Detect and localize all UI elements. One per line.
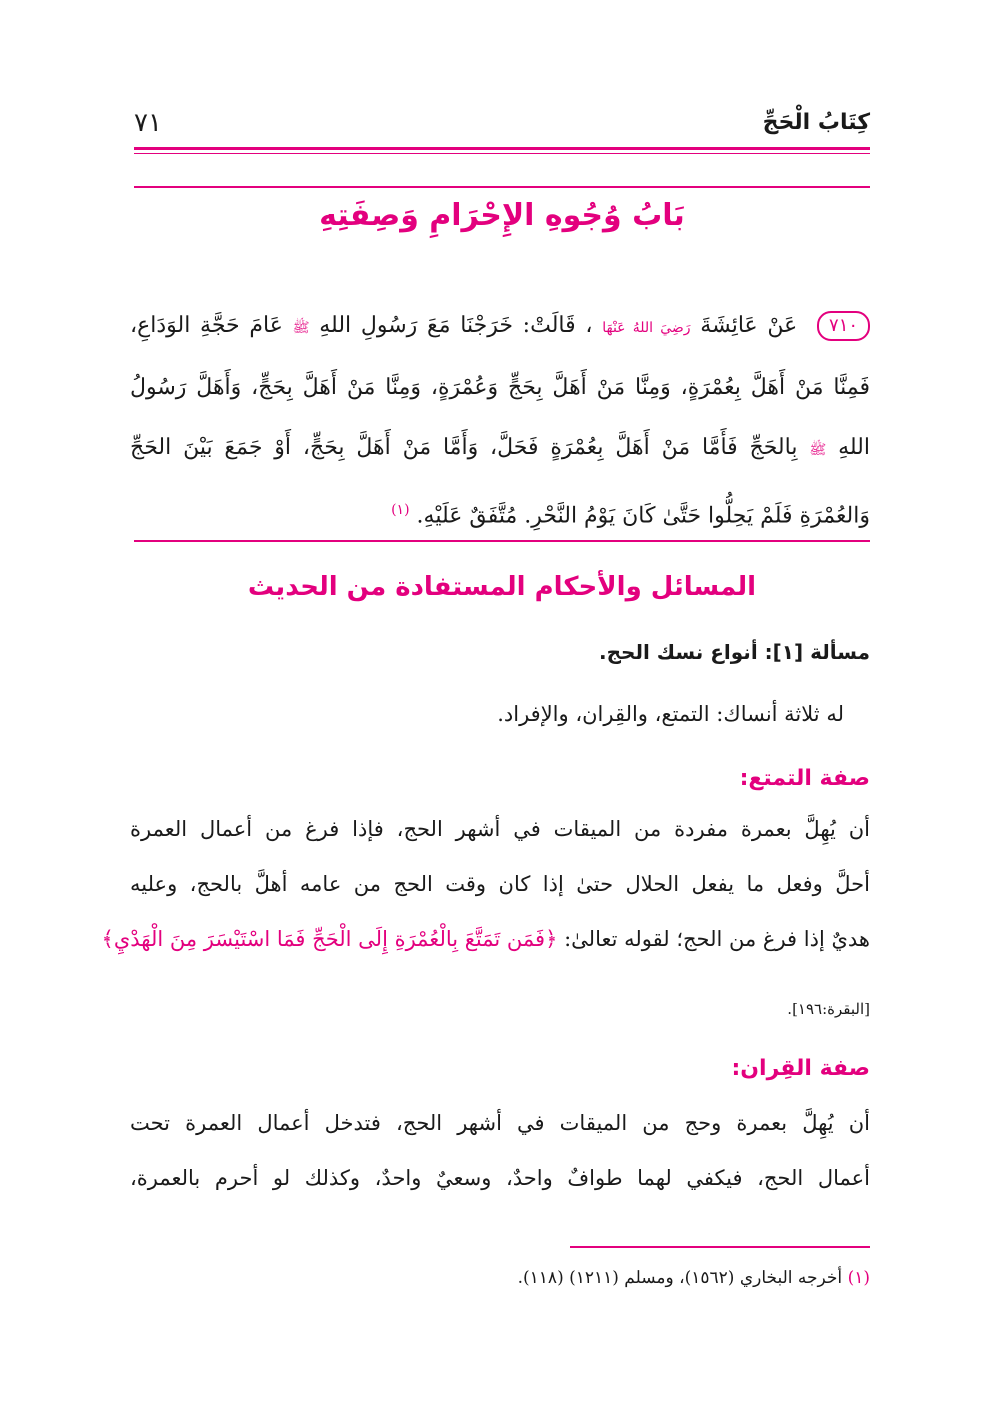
chapter-title: بَابُ وُجُوهِ الإِحْرَامِ وَصِفَتِهِ: [319, 198, 685, 233]
qiran-line-2: أعمال الحج، فيكفي لهما طوافٌ واحدٌ، وسعيٌ واحدٌ، وكذلك لو أحرم بالعمرة،: [130, 1166, 870, 1190]
hadith-line-4: [130, 480, 870, 546]
quran-reference: [البقرة:١٩٦].: [787, 1000, 870, 1018]
masala-label: مسألة [١]:: [764, 640, 870, 664]
footnote-number: (١): [847, 1268, 870, 1288]
qiran-paragraph: [130, 1096, 870, 1206]
section-divider: [134, 540, 870, 542]
running-header-title: كِتَابُ الْحَجِّ: [762, 110, 870, 135]
footnote-text: أخرجه البخاري (١٥٦٢)، ومسلم (١٢١١) (١١٨).: [517, 1268, 843, 1288]
hadith-text-segment: عَامَ حَجَّةِ الوَدَاعِ،: [130, 313, 283, 338]
hadith-text-segment: عَنْ عَائِشَةَ: [700, 313, 798, 338]
masala-title: أنواع نسك الحج.: [599, 640, 758, 664]
radiya-glyph: رَضِيَ اللهُ عَنْهَا: [602, 320, 691, 336]
hadith-text-segment: اللهِ: [838, 435, 870, 460]
tamattu-heading: صفة التمتع:: [739, 766, 870, 791]
quran-verse: ﴿فَمَن تَمَتَّعَ بِالْعُمْرَةِ إِلَى الْحَجِّ فَمَا اسْتَيْسَرَ مِنَ الْهَدْيِ﴾: [101, 927, 558, 951]
footnote: [518, 1268, 870, 1288]
header-rule-thin: [134, 153, 870, 154]
qiran-line-1: أن يُهِلَّ بعمرة وحج من الميقات في أشهر الحج، فتدخل أعمال العمرة تحت: [130, 1111, 870, 1135]
hadith-line-2: فَمِنَّا مَنْ أَهَلَّ بِعُمْرَةٍ، وَمِنَّا مَنْ أَهَلَّ بِحَجٍّ وَعُمْرَةٍ، وَمِنَّا مَنْ أَهَلَّ بِحَجٍّ، وَأَهَلَّ رَسُولُ: [130, 375, 870, 400]
hadith-number-badge: ٧١٠: [817, 311, 870, 341]
section-title: المسائل والأحكام المستفادة من الحديث: [247, 572, 757, 602]
footnote-rule: [570, 1246, 870, 1248]
footnote-reference[interactable]: (١): [391, 502, 410, 518]
hadith-text-segment: وَالعُمْرَةِ فَلَمْ يَحِلُّوا حَتَّىٰ كَانَ يَوْمُ النَّحْرِ. مُتَّفَقٌ عَلَيْهِ.: [416, 503, 870, 529]
hadith-text-segment: بِالحَجِّ فَأَمَّا مَنْ أَهَلَّ بِعُمْرَةٍ فَحَلَّ، وَأَمَّا مَنْ أَهَلَّ بِحَجٍّ، أَوْ جَمَعَ بَيْنَ الحَجِّ: [130, 435, 798, 460]
hadith-text: [130, 296, 870, 546]
tamattu-paragraph: [101, 802, 870, 967]
masala-heading: [599, 640, 870, 664]
tamattu-line-3: [101, 912, 870, 967]
hadith-line-3: [130, 418, 870, 480]
header-rule: [134, 147, 870, 150]
tamattu-line-2: أحلَّ وفعل ما يفعل الحلال حتىٰ إذا كان وقت الحج من عامه أهلَّ بالحج، وعليه: [130, 872, 870, 896]
salla-glyph: ﷺ: [809, 442, 827, 458]
salla-glyph: ﷺ: [292, 320, 310, 336]
hadith-text-segment: ، قَالَتْ: خَرَجْنَا مَعَ رَسُولِ اللهِ: [319, 313, 593, 338]
page-number: ٧١: [134, 108, 162, 138]
tamattu-text-segment: هديٌ إذا فرغ من الحج؛ لقوله تعالىٰ:: [564, 927, 870, 951]
hadith-line-1: [130, 296, 870, 358]
qiran-heading: صفة القِران:: [731, 1056, 870, 1081]
intro-line: له ثلاثة أنساك: التمتع، والقِران، والإفراد.: [497, 702, 844, 726]
tamattu-line-1: أن يُهِلَّ بعمرة مفردة من الميقات في أشهر الحج، فإذا فرغ من أعمال العمرة: [130, 817, 870, 841]
chapter-top-rule: [134, 186, 870, 188]
